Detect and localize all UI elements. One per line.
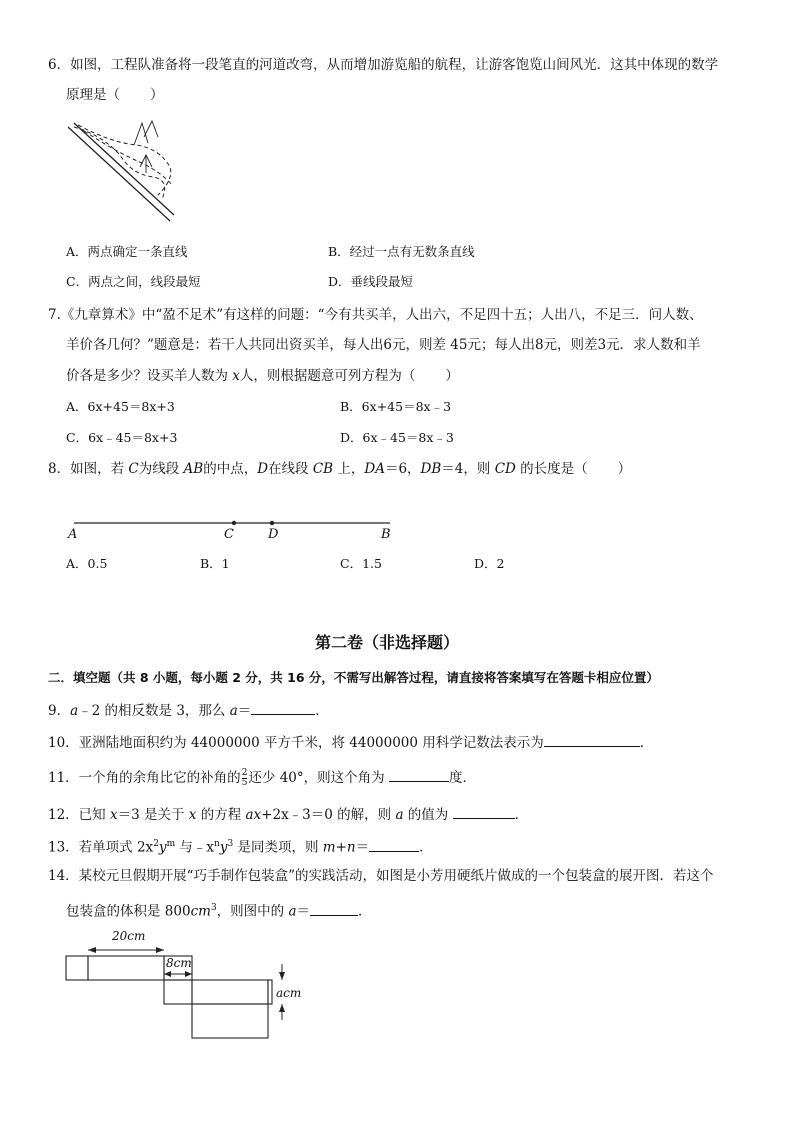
q9-answer-blank[interactable]	[251, 700, 315, 715]
q8-option-a[interactable]: A．0.5	[66, 556, 108, 571]
q8-label-a: A	[68, 527, 78, 542]
part2-title: 第二卷（非选择题）	[315, 633, 460, 652]
q8-option-d[interactable]: D．2	[474, 556, 505, 571]
q8-option-b[interactable]: B．1	[200, 556, 230, 571]
q11-text: 11．一个角的余角比它的补角的 $\frac{2}{5}$ 还少 40°，则这个角为 度．	[48, 768, 476, 788]
point-c-dot	[232, 521, 236, 525]
q7-stem-line3: 价各是多少？设买羊人数为 x人，则根据题意可列方程为（ ）	[66, 368, 459, 384]
q12-answer-blank[interactable]	[453, 804, 515, 819]
q8-label-d: D	[268, 527, 279, 542]
q14-box-net-figure	[60, 928, 310, 1046]
q8-label-b: B	[381, 527, 391, 542]
q7-option-d[interactable]: D．6x﹣45＝8x﹣3	[340, 430, 454, 445]
section2-heading: 二．填空题（共 8 小题，每小题 2 分，共 16 分，不需写出解答过程，请直接将答案填写在答题卡相应位置）	[48, 670, 659, 685]
q6-option-b[interactable]: B．经过一点有无数条直线	[328, 244, 475, 259]
q11-fraction: $\frac{2}{5}$	[241, 768, 248, 788]
point-d-dot	[270, 521, 274, 525]
q13-answer-blank[interactable]	[369, 837, 419, 852]
q8-label-c: C	[224, 527, 234, 542]
q6-river-figure	[62, 115, 187, 227]
q14-label-acm: acm	[276, 986, 302, 1000]
q7-stem-line2: 羊价各几何？”题意是：若干人共同出资买羊，每人出6元，则差 45元；每人出8元，则差3元．求人数和羊	[66, 337, 701, 353]
q14-label-20cm: 20cm	[112, 929, 146, 943]
q14-stem-line1: 14．某校元旦假期开展“巧手制作包装盒”的实践活动，如图是小芳用硬纸片做成的一个包装盒的展开图．若这个	[48, 868, 714, 884]
q7-option-b[interactable]: B．6x+45＝8x﹣3	[340, 399, 452, 414]
q10-text: 10．亚洲陆地面积约为 44000000 平方千米，将 44000000 用科学记数法表示为 ．	[48, 732, 653, 752]
q9-text: 9．a﹣2 的相反数是 3，那么 a＝ ．	[48, 700, 329, 720]
q8-stem: 8．如图，若 C为线段 AB的中点，D在线段 CB 上，DA＝6，DB＝4，则 CD 的长度是（ ）	[48, 461, 632, 477]
q7-option-c[interactable]: C．6x﹣45＝8x+3	[66, 430, 178, 445]
q6-stem-line1: 6．如图，工程队准备将一段笔直的河道改弯，从而增加游览船的航程，让游客饱览山间风光．这其中体现的数学	[48, 57, 719, 73]
q14-label-8cm: 8cm	[166, 956, 192, 970]
q12-text: 12．已知 x＝3 是关于 x 的方程 ax+2x﹣3＝0 的解，则 a 的值为 ．	[48, 804, 528, 824]
q11-answer-blank[interactable]	[389, 767, 449, 782]
q14-stem-line2: 包装盒的体积是 $800cm^3$，则图中的 a＝ ．	[66, 899, 372, 921]
q10-answer-blank[interactable]	[544, 732, 640, 747]
q7-option-a[interactable]: A．6x+45＝8x+3	[66, 399, 175, 414]
q13-text: 13．若单项式 $2x^2y^m$ 与$﹣x^ny^3$ 是同类项，则 m+n＝ ．	[48, 835, 433, 857]
q6-stem-line2: 原理是（ ）	[66, 87, 164, 103]
q14-answer-blank[interactable]	[310, 901, 358, 916]
q6-option-a[interactable]: A．两点确定一条直线	[66, 244, 188, 259]
q6-option-d[interactable]: D．垂线段最短	[328, 274, 414, 289]
q6-option-c[interactable]: C．两点之间，线段最短	[66, 274, 201, 289]
q7-stem-line1: 7.《九章算术》中“盈不足术”有这样的问题：“今有共买羊，人出六，不足四十五；人出八，不足三．问人数、	[48, 307, 703, 323]
q8-option-c[interactable]: C．1.5	[340, 556, 382, 571]
